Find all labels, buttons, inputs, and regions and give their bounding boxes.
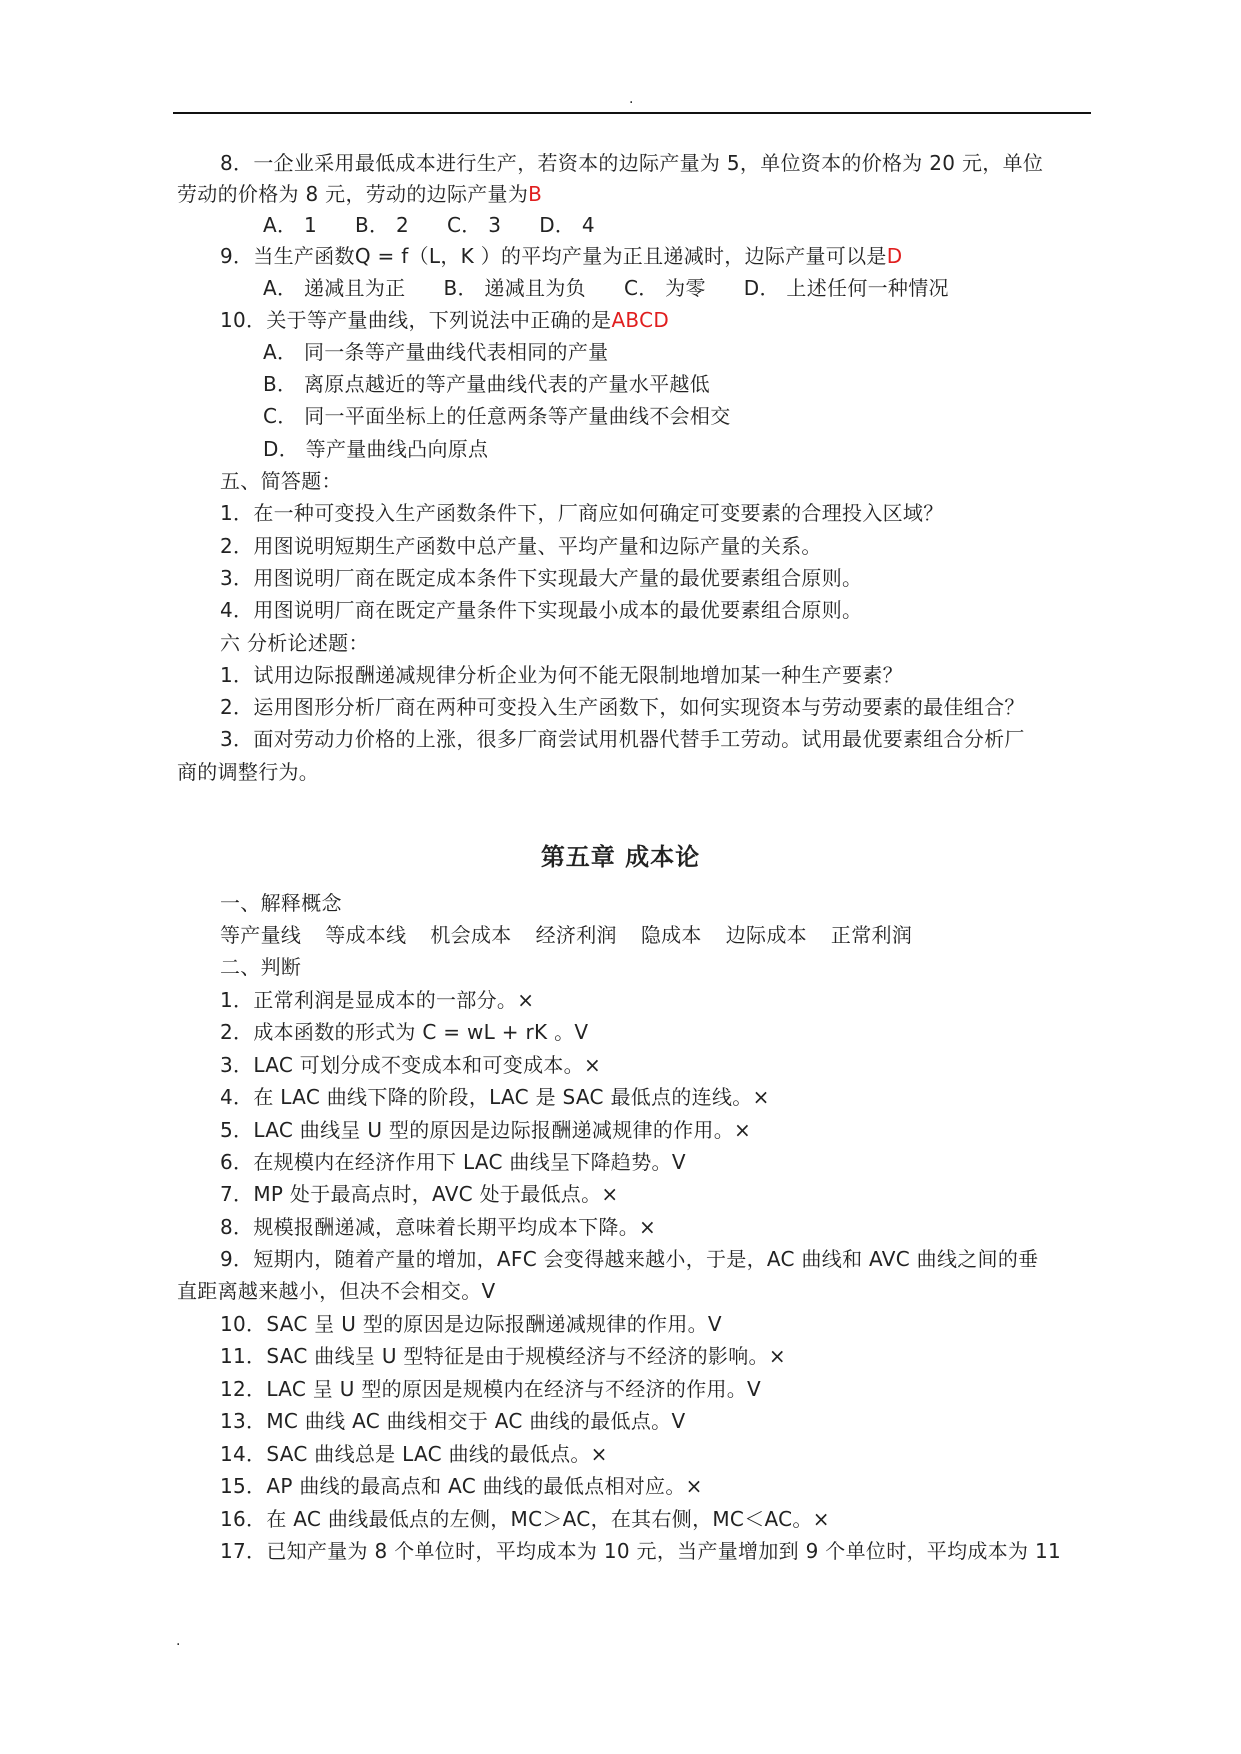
q8-option-d: D． 4 — [539, 213, 595, 237]
q10-line1-text: 10．关于等产量曲线，下列说法中正确的是 — [220, 308, 612, 332]
concept-item: 经济利润 — [535, 923, 617, 947]
q10-answer: ABCD — [611, 308, 670, 332]
footer-dot: . — [176, 1633, 181, 1649]
section6-item-3: 3．面对劳动力价格的上涨，很多厂商尝试用机器代替手工劳动。试用最优要素组合分析厂 — [220, 727, 1025, 751]
q8-line2 — [177, 181, 542, 207]
judgement-item-12: 12．LAC 呈 U 型的原因是规模内在经济与不经济的作用。V — [220, 1377, 762, 1401]
section5-item-2: 2．用图说明短期生产函数中总产量、平均产量和边际产量的关系。 — [220, 534, 822, 558]
q10-option-c: C． 同一平面坐标上的任意两条等产量曲线不会相交 — [263, 404, 731, 428]
section5-item-1: 1．在一种可变投入生产函数条件下，厂商应如何确定可变要素的合理投入区域？ — [220, 501, 944, 525]
judgement-item-3: 3．LAC 可划分成不变成本和可变成本。× — [220, 1053, 602, 1077]
concepts-title: 一、解释概念 — [220, 891, 342, 915]
judgement-item-10: 10．SAC 呈 U 型的原因是边际报酬递减规律的作用。V — [220, 1312, 722, 1336]
judgement-item-14: 14．SAC 曲线总是 LAC 曲线的最低点。× — [220, 1442, 608, 1466]
section6-item-1: 1．试用边际报酬递减规律分析企业为何不能无限制地增加某一种生产要素？ — [220, 663, 903, 687]
judgement-item-6: 6．在规模内在经济作用下 LAC 曲线呈下降趋势。V — [220, 1150, 686, 1174]
section6-item-3-cont: 商的调整行为。 — [177, 760, 320, 784]
q8-option-c: C． 3 — [446, 213, 502, 237]
q8-answer: B — [528, 182, 543, 206]
judgement-item-8: 8．规模报酬递减，意味着长期平均成本下降。× — [220, 1215, 657, 1239]
concept-item: 机会成本 — [430, 923, 512, 947]
q9-options — [263, 275, 987, 301]
section5-item-3: 3．用图说明厂商在既定成本条件下实现最大产量的最优要素组合原则。 — [220, 566, 863, 590]
judgement-item-17: 17．已知产量为 8 个单位时，平均成本为 10 元，当产量增加到 9 个单位时，平均成本为 11 — [220, 1539, 1061, 1563]
q8-line1: 8．一企业采用最低成本进行生产，若资本的边际产量为 5，单位资本的价格为 20 元，单位 — [220, 151, 1044, 175]
section6-item-2: 2．运用图形分析厂商在两种可变投入生产函数下，如何实现资本与劳动要素的最佳组合？ — [220, 695, 1025, 719]
q9-line1 — [220, 243, 902, 269]
q10-option-b: B． 离原点越近的等产量曲线代表的产量水平越低 — [263, 372, 710, 396]
judgement-item-16: 16．在 AC 曲线最低点的左侧，MC＞AC，在其右侧，MC＜AC。× — [220, 1507, 830, 1531]
judgement-item-5: 5．LAC 曲线呈 U 型的原因是边际报酬递减规律的作用。× — [220, 1118, 752, 1142]
judgement-item-7: 7．MP 处于最高点时，AVC 处于最低点。× — [220, 1182, 619, 1206]
header-dot: . — [629, 91, 634, 107]
q8-option-a: A． 1 — [263, 213, 317, 237]
section5-item-4: 4．用图说明厂商在既定产量条件下实现最小成本的最优要素组合原则。 — [220, 598, 863, 622]
q9-answer: D — [886, 244, 903, 268]
concept-item: 等成本线 — [325, 923, 407, 947]
judgement-item-1: 1．正常利润是显成本的一部分。× — [220, 988, 535, 1012]
judgement-title: 二、判断 — [220, 955, 302, 979]
judgement-item-2: 2．成本函数的形式为 C = wL + rK 。V — [220, 1020, 589, 1044]
judgement-item-9: 9．短期内，随着产量的增加，AFC 会变得越来越小，于是，AC 曲线和 AVC 曲线之间的垂 — [220, 1247, 1039, 1271]
concept-item: 隐成本 — [640, 923, 702, 947]
q8-option-b: B． 2 — [354, 213, 409, 237]
q10-line1 — [220, 307, 669, 333]
q9-option-a: A． 递减且为正 — [263, 276, 406, 300]
judgement-item-11: 11．SAC 曲线呈 U 型特征是由于规模经济与不经济的影响。× — [220, 1344, 786, 1368]
concept-item: 正常利润 — [830, 923, 913, 947]
chapter-title: 第五章 成本论 — [540, 843, 701, 871]
judgement-item-9-cont: 直距离越来越小，但决不会相交。V — [177, 1279, 496, 1303]
q10-option-a: A． 同一条等产量曲线代表相同的产量 — [263, 340, 609, 364]
judgement-item-15: 15．AP 曲线的最高点和 AC 曲线的最低点相对应。× — [220, 1474, 703, 1498]
judgement-item-4: 4．在 LAC 曲线下降的阶段，LAC 是 SAC 最低点的连线。× — [220, 1085, 770, 1109]
header-rule — [173, 112, 1091, 114]
q9-option-b: B． 递减且为负 — [443, 276, 586, 300]
judgement-item-13: 13．MC 曲线 AC 曲线相交于 AC 曲线的最低点。V — [220, 1409, 686, 1433]
q9-line1-text: 9．当生产函数Q = f（L，K ）的平均产量为正且递减时，边际产量可以是 — [220, 244, 887, 268]
q8-line2-text: 劳动的价格为 8 元，劳动的边际产量为 — [177, 182, 529, 206]
q8-options — [263, 212, 633, 238]
section5-title: 五、简答题： — [220, 469, 342, 493]
q9-option-c: C． 为零 — [623, 276, 706, 300]
concepts-list — [220, 922, 936, 948]
q10-option-d: D． 等产量曲线凸向原点 — [263, 437, 489, 461]
concept-item: 等产量线 — [220, 923, 302, 947]
concept-item: 边际成本 — [725, 923, 807, 947]
section6-title: 六 分析论述题： — [220, 631, 369, 655]
q9-option-d: D． 上述任何一种情况 — [743, 276, 949, 300]
